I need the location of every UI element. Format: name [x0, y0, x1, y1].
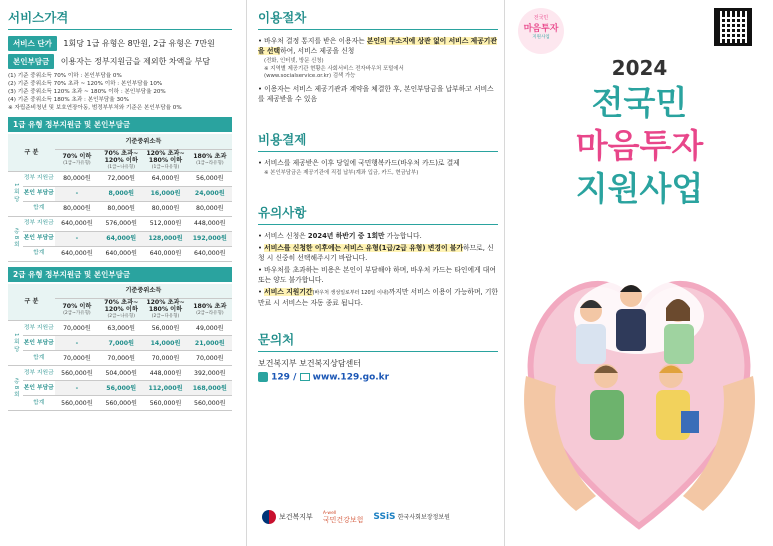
column-header-sub: (2급~라유형): [196, 310, 224, 316]
monitor-icon: [300, 373, 310, 381]
table-cell: 56,000원: [143, 321, 187, 336]
column-header: [99, 299, 143, 321]
copay-note: (1) 기준 중위소득 70% 이하 : 본인부담율 0%: [8, 73, 122, 79]
payment-title: 비용결제: [258, 130, 498, 152]
cover-year: 2024: [611, 56, 668, 80]
inquiry-phone[interactable]: 129: [271, 372, 290, 383]
row-group-label: 총8회: [8, 216, 23, 261]
copay-chip: 본인부담금: [8, 54, 54, 69]
campaign-badge: [518, 8, 564, 54]
column-header-main: 180% 초과: [193, 153, 227, 160]
table-cell: 640,000원: [55, 246, 99, 261]
column-group-header: 기준중위소득: [55, 284, 232, 299]
table-cell: 64,000원: [143, 171, 187, 186]
table-cell: 21,000원: [188, 336, 232, 351]
phone-icon: [258, 372, 268, 382]
table-cell: 576,000원: [99, 216, 143, 231]
table-cell: 80,000원: [55, 171, 99, 186]
copay-note: (4) 기준 중위소득 180% 초과 : 본인부담율 30%: [8, 97, 129, 103]
caution-emphasis: 2024년 하반기 중 1회만: [307, 232, 385, 240]
table-row: [8, 366, 232, 381]
table-cell: 70,000원: [99, 351, 143, 366]
copay-note: (2) 기준 중위소득 70% 초과 ~ 120% 이하 : 본인부담율 10%: [8, 81, 163, 87]
caution-text: 까지만 서비스 이용이 가능하며, 기한 만료 시 서비스는 자동 종료 됩니다.: [258, 288, 498, 307]
caution-bullet-2: • 서비스를 신청한 이후에는 서비스 유형(1급/2급 유형) 변경이 불가하므로, 신청 시 신중히 선택해주시기 바랍니다.: [258, 244, 494, 262]
row-group-label: 총8회: [8, 366, 23, 411]
caution-highlight: 서비스를 신청한 이후에는 서비스 유형(1급/2급 유형) 변경이 불가: [264, 244, 464, 252]
qr-code[interactable]: [714, 8, 752, 46]
row-label: 정부 지원금: [23, 321, 55, 336]
column-header: [188, 149, 232, 171]
procedure-text: 하여, 서비스 제공을 신청: [280, 47, 355, 55]
caution-text: 하므로, 신청 시 신중히 선택해주시기 바랍니다.: [258, 244, 494, 262]
cover-panel: [506, 0, 773, 546]
row-label: 합계: [23, 396, 55, 411]
table-row: [8, 186, 232, 201]
person-figure: [576, 300, 606, 364]
cover-title-1: 전국민: [591, 83, 688, 122]
column-header-sub: (1급~다유형): [151, 164, 180, 170]
price-tables: [8, 117, 232, 411]
inquiry-contacts: 129 / www.129.go.kr: [258, 372, 498, 383]
table-cell: 56,000원: [188, 171, 232, 186]
column-header: [143, 299, 187, 321]
copay-text: 이용자는 정부지원금을 제외한 차액을 부담: [60, 57, 211, 66]
payment-note: ※ 본인부담금은 제공기관에 직접 납부(계좌 입금, 카드, 현금납부): [264, 169, 419, 176]
table-row: [8, 231, 232, 246]
table-cell: 560,000원: [55, 366, 99, 381]
payment-bullet: • 서비스를 제공받은 이후 당일에 국민행복카드(바우처 카드)로 결제: [258, 158, 460, 167]
column-header-main: 180% 초과: [193, 302, 227, 310]
payment-text: 서비스를 제공받은 이후 당일에 국민행복카드(바우처 카드)로 결제: [264, 158, 460, 167]
column-header-sub: (2급~나유형): [107, 314, 135, 319]
table-row: [8, 336, 232, 351]
table-cell: 80,000원: [99, 201, 143, 216]
row-label: 합계: [23, 201, 55, 216]
table-cell: 63,000원: [99, 321, 143, 336]
table-cell: 112,000원: [143, 381, 187, 396]
row-label: 정부 지원금: [23, 216, 55, 231]
ssis-logo-text: 한국사회보장정보원: [397, 514, 450, 521]
table-cell: 14,000원: [143, 336, 187, 351]
row-label: 정부 지원금: [23, 171, 55, 186]
person-figure: [616, 285, 646, 351]
table-cell: 640,000원: [99, 246, 143, 261]
column-header-sub: (1급~라유형): [196, 161, 224, 166]
procedure-bullet-1: • 바우처 결정 통지를 받은 이용자는 본인의 주소지에 상관 없이 서비스 제공기관을 선택하여, 서비스 제공을 신청: [258, 37, 497, 55]
cover-title-2: 마음투자: [575, 126, 704, 165]
table-cell: -: [55, 231, 99, 246]
column-group-header: 기준중위소득: [55, 134, 232, 149]
table-cell: 72,000원: [99, 171, 143, 186]
nhis-logo-small: A-well: [322, 511, 337, 516]
column-header: [55, 299, 99, 321]
caution-text: 서비스 신청은: [264, 232, 308, 240]
column-header-main: 120% 초과~ 180% 이하: [146, 149, 185, 164]
column-header-sub: (1급~나유형): [107, 164, 135, 170]
price-panel: [0, 0, 240, 546]
column-header-main: 70% 이하: [62, 153, 92, 160]
procedure-text: 이용자는 서비스 제공기관과 계약을 체결한 후, 본인부담금을 납부하고 서비스를 제공받을 수 있음: [258, 84, 494, 103]
caution-small: (바우처 생성일로부터 120일 이내): [312, 290, 389, 296]
table-cell: 7,000원: [99, 336, 143, 351]
inquiry-title: 문의처: [258, 330, 498, 352]
table-cell: 640,000원: [188, 246, 232, 261]
column-header-sub: (2급~다유형): [151, 314, 180, 319]
row-label: 합계: [23, 351, 55, 366]
copay-note: (3) 기준 중위소득 120% 초과 ~ 180% 이하 : 본인부담율 20%: [8, 89, 166, 95]
row-label: 본인 부담금: [23, 336, 55, 351]
table-cell: 640,000원: [143, 246, 187, 261]
table-row: [8, 351, 232, 366]
cover-title-3: 지원사업: [575, 169, 704, 208]
column-header: [143, 149, 187, 171]
price-section-title: 서비스가격: [8, 8, 232, 30]
procedure-note: (전화, 인터넷, 방문 신청): [264, 58, 324, 64]
column-header: [55, 149, 99, 171]
procedure-bullet-2: • 이용자는 서비스 제공기관과 계약을 체결한 후, 본인부담금을 납부하고 서비스를 제공받을 수 있음: [258, 84, 494, 103]
ssis-logo-mark: SSiS: [373, 512, 396, 522]
table-cell: -: [55, 186, 99, 201]
table-cell: 560,000원: [55, 396, 99, 411]
row-label: 본인 부담금: [23, 381, 55, 396]
badge-sub: 지원사업: [532, 35, 550, 40]
copay-row: [8, 54, 232, 69]
taegeuk-icon: [262, 510, 276, 524]
column-header-main: 70% 이하: [62, 302, 92, 310]
table-row: [8, 246, 232, 261]
procedure-note: ※ 지역별 제공기관 현황은 사회서비스 전자바우처 포털에서: [264, 65, 404, 72]
service-unit-text: 1회당 1급 유형은 8만원, 2급 유형은 7만원: [63, 39, 215, 48]
column-header: [99, 149, 143, 171]
footer-logos: [262, 510, 450, 524]
table-cell: 16,000원: [143, 186, 187, 201]
person-figure: [664, 299, 694, 364]
nhis-logo-text: 국민건강보험: [322, 516, 364, 524]
column-header-sub: (1급~가유형): [63, 161, 91, 166]
caution-title: 유의사항: [258, 203, 498, 225]
price-table: [8, 284, 232, 412]
table-heading: 2급 유형 정부지원금 및 본인부담금: [8, 267, 232, 282]
table-cell: -: [55, 381, 99, 396]
column-header-main: 70% 초과~ 120% 이하: [104, 149, 139, 164]
fold-line: [246, 0, 247, 546]
row-label: 본인 부담금: [23, 231, 55, 246]
mohw-logo-text: 보건복지부: [279, 513, 313, 521]
row-label: 합계: [23, 246, 55, 261]
table-row: [8, 201, 232, 216]
table-heading: 1급 유형 정부지원금 및 본인부담금: [8, 117, 232, 132]
badge-small: 전국민: [533, 15, 549, 21]
division-header: 구 분: [8, 284, 55, 321]
table-cell: 80,000원: [188, 201, 232, 216]
table-cell: 560,000원: [143, 396, 187, 411]
nhis-logo: [323, 510, 364, 524]
caution-text: 가능합니다.: [384, 232, 422, 240]
row-group-label: 1회당: [8, 171, 23, 216]
table-cell: 70,000원: [188, 351, 232, 366]
procedure-highlight: 본인의 주소지에 상관 없이 서비스 제공기관을 선택: [258, 37, 497, 55]
table-cell: 70,000원: [143, 351, 187, 366]
ssis-logo: [373, 512, 450, 522]
table-cell: 56,000원: [99, 381, 143, 396]
table-cell: 128,000원: [143, 231, 187, 246]
table-cell: 64,000원: [99, 231, 143, 246]
table-row: [8, 321, 232, 336]
procedure-title: 이용절차: [258, 8, 498, 30]
table-cell: 448,000원: [188, 216, 232, 231]
table-cell: 640,000원: [55, 216, 99, 231]
table-cell: 70,000원: [55, 351, 99, 366]
service-unit-row: [8, 36, 232, 51]
caution-highlight: 서비스 지원기간: [264, 288, 313, 296]
table-cell: 392,000원: [188, 366, 232, 381]
table-cell: 80,000원: [55, 201, 99, 216]
table-cell: 560,000원: [188, 396, 232, 411]
table-cell: 504,000원: [99, 366, 143, 381]
row-group-label: 1회당: [8, 321, 23, 366]
caution-bullet-1: • 서비스 신청은 2024년 하반기 중 1회만 가능합니다.: [258, 232, 422, 240]
column-header: [188, 299, 232, 321]
table-cell: 70,000원: [55, 321, 99, 336]
table-cell: 560,000원: [99, 396, 143, 411]
table-row: [8, 396, 232, 411]
info-panel: [252, 0, 502, 546]
table-cell: 8,000원: [99, 186, 143, 201]
copay-note: ※ 자립준비청년 및 보호연장아동, 범정부부처와 기준은 본인부담율 0%: [8, 105, 182, 111]
division-header: 구 분: [8, 134, 55, 171]
procedure-note: (www.socialservice.or.kr) 검색 가능: [264, 73, 356, 79]
caution-bullet-4: • 서비스 지원기간(바우처 생성일로부터 120일 이내)까지만 서비스 이용이 가능하며, 기한 만료 시 서비스는 자동 종료 됩니다.: [258, 288, 498, 307]
badge-main: 마음투자: [523, 24, 559, 34]
table-cell: 192,000원: [188, 231, 232, 246]
cover-illustration: [506, 226, 773, 546]
procedure-text: 바우처 결정 통지를 받은 이용자는: [264, 37, 367, 45]
table-row: [8, 216, 232, 231]
table-cell: 24,000원: [188, 186, 232, 201]
table-cell: -: [55, 336, 99, 351]
row-label: 본인 부담금: [23, 186, 55, 201]
table-row: [8, 381, 232, 396]
column-header-main: 70% 초과~ 120% 이하: [104, 299, 139, 313]
column-header-main: 120% 초과~ 180% 이하: [146, 299, 185, 313]
fold-line: [504, 0, 505, 546]
copay-notes: [8, 72, 232, 112]
table-cell: 448,000원: [143, 366, 187, 381]
inquiry-org: 보건복지부 보건복지상담센터: [258, 359, 362, 368]
mohw-logo: [262, 510, 313, 524]
table-cell: 80,000원: [143, 201, 187, 216]
table-cell: 512,000원: [143, 216, 187, 231]
caution-bullet-3: • 바우처를 초과하는 비용은 본인이 부담해야 하며, 바우처 카드는 타인에게 대여 또는 양도 불가합니다.: [258, 266, 496, 284]
table-row: [8, 171, 232, 186]
column-header-sub: (2급~가유형): [63, 310, 91, 316]
caution-text: 바우처를 초과하는 비용은 본인이 부담해야 하며, 바우처 카드는 타인에게 대여 또는 양도 불가합니다.: [258, 266, 496, 284]
service-unit-chip: 서비스 단가: [8, 36, 57, 51]
table-cell: 49,000원: [188, 321, 232, 336]
price-table: [8, 134, 232, 262]
table-cell: 168,000원: [188, 381, 232, 396]
inquiry-web-link[interactable]: www.129.go.kr: [312, 372, 390, 383]
row-label: 정부 지원금: [23, 366, 55, 381]
